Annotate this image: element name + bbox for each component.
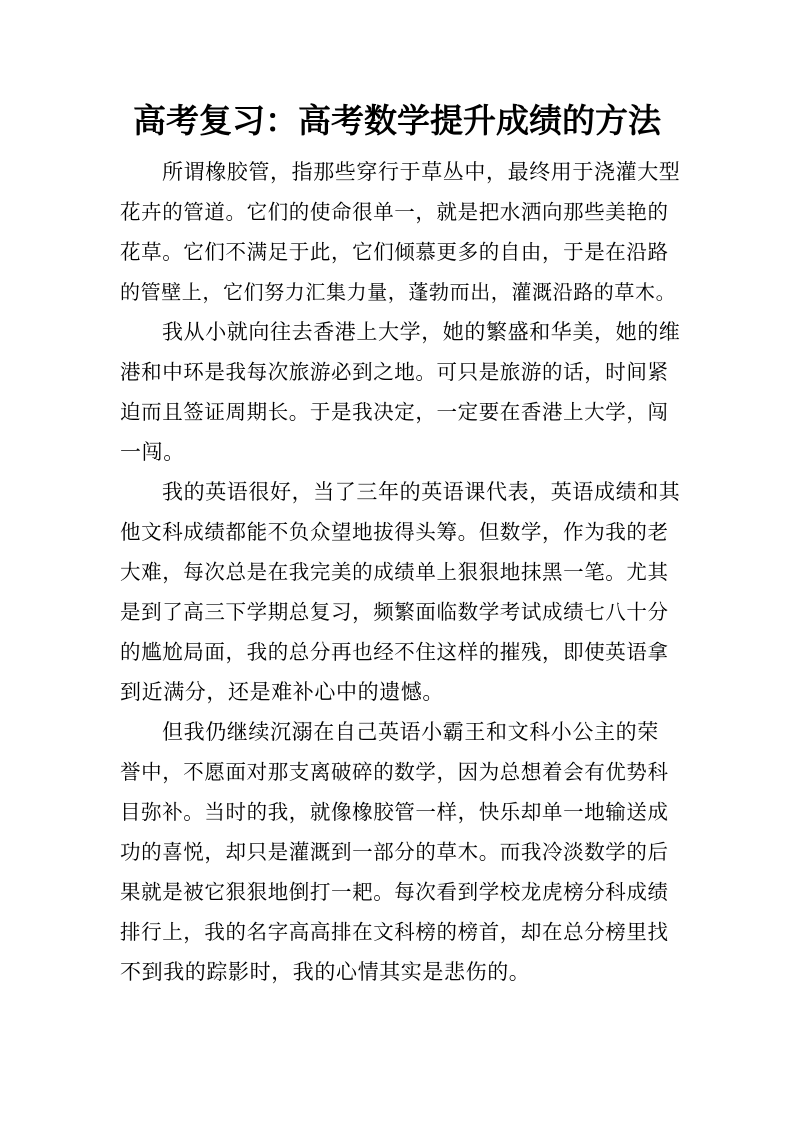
paragraph-3-line-2: 他文科成绩都能不负众望地拔得头筹。但数学，作为我的老 bbox=[120, 520, 669, 544]
paragraph-4-line-1: 但我仍继续沉溺在自己英语小霸王和文科小公主的荣 bbox=[162, 720, 659, 744]
paragraph-4-line-3: 目弥补。当时的我，就像橡胶管一样，快乐却单一地输送成 bbox=[120, 800, 669, 824]
paragraph-1-line-1: 所谓橡胶管，指那些穿行于草丛中，最终用于浇灌大型 bbox=[162, 160, 681, 184]
paragraph-1-line-2: 花卉的管道。它们的使命很单一，就是把水洒向那些美艳的 bbox=[120, 200, 669, 224]
paragraph-2-line-2: 港和中环是我每次旅游必到之地。可只是旅游的话，时间紧 bbox=[120, 360, 669, 384]
paragraph-1-line-3: 花草。它们不满足于此，它们倾慕更多的自由，于是在沿路 bbox=[120, 240, 669, 264]
paragraph-1-line-4: 的管壁上，它们努力汇集力量，蓬勃而出，灌溉沿路的草木。 bbox=[120, 280, 677, 304]
paragraph-4-line-2: 誉中，不愿面对那支离破碎的数学，因为总想着会有优势科 bbox=[120, 760, 669, 784]
paragraph-2-line-1: 我从小就向往去香港上大学，她的繁盛和华美，她的维 bbox=[162, 320, 681, 344]
paragraph-3-line-6: 到近满分，还是难补心中的遗憾。 bbox=[120, 680, 444, 704]
paragraph-3-line-5: 的尴尬局面，我的总分再也经不住这样的摧残，即使英语拿 bbox=[120, 640, 669, 664]
paragraph-4-line-4: 功的喜悦，却只是灌溉到一部分的草木。而我冷淡数学的后 bbox=[120, 840, 669, 864]
paragraph-3-line-4: 是到了高三下学期总复习，频繁面临数学考试成绩七八十分 bbox=[120, 600, 669, 624]
paragraph-4-line-6: 排行上，我的名字高高排在文科榜的榜首，却在总分榜里找 bbox=[120, 920, 669, 944]
paragraph-4-line-7: 不到我的踪影时，我的心情其实是悲伤的。 bbox=[120, 960, 531, 984]
paragraph-3-line-3: 大难，每次总是在我完美的成绩单上狠狠地抹黑一笔。尤其 bbox=[120, 560, 669, 584]
paragraph-2-line-3: 迫而且签证周期长。于是我决定，一定要在香港上大学，闯 bbox=[120, 400, 669, 424]
document-body bbox=[120, 152, 680, 992]
paragraph-4-line-5: 果就是被它狠狠地倒打一耙。每次看到学校龙虎榜分科成绩 bbox=[120, 880, 669, 904]
paragraph-3-line-1: 我的英语很好，当了三年的英语课代表，英语成绩和其 bbox=[162, 480, 681, 504]
document-title: 高考复习：高考数学提升成绩的方法 bbox=[133, 101, 661, 140]
paragraph-2-line-4: 一闯。 bbox=[120, 440, 185, 464]
